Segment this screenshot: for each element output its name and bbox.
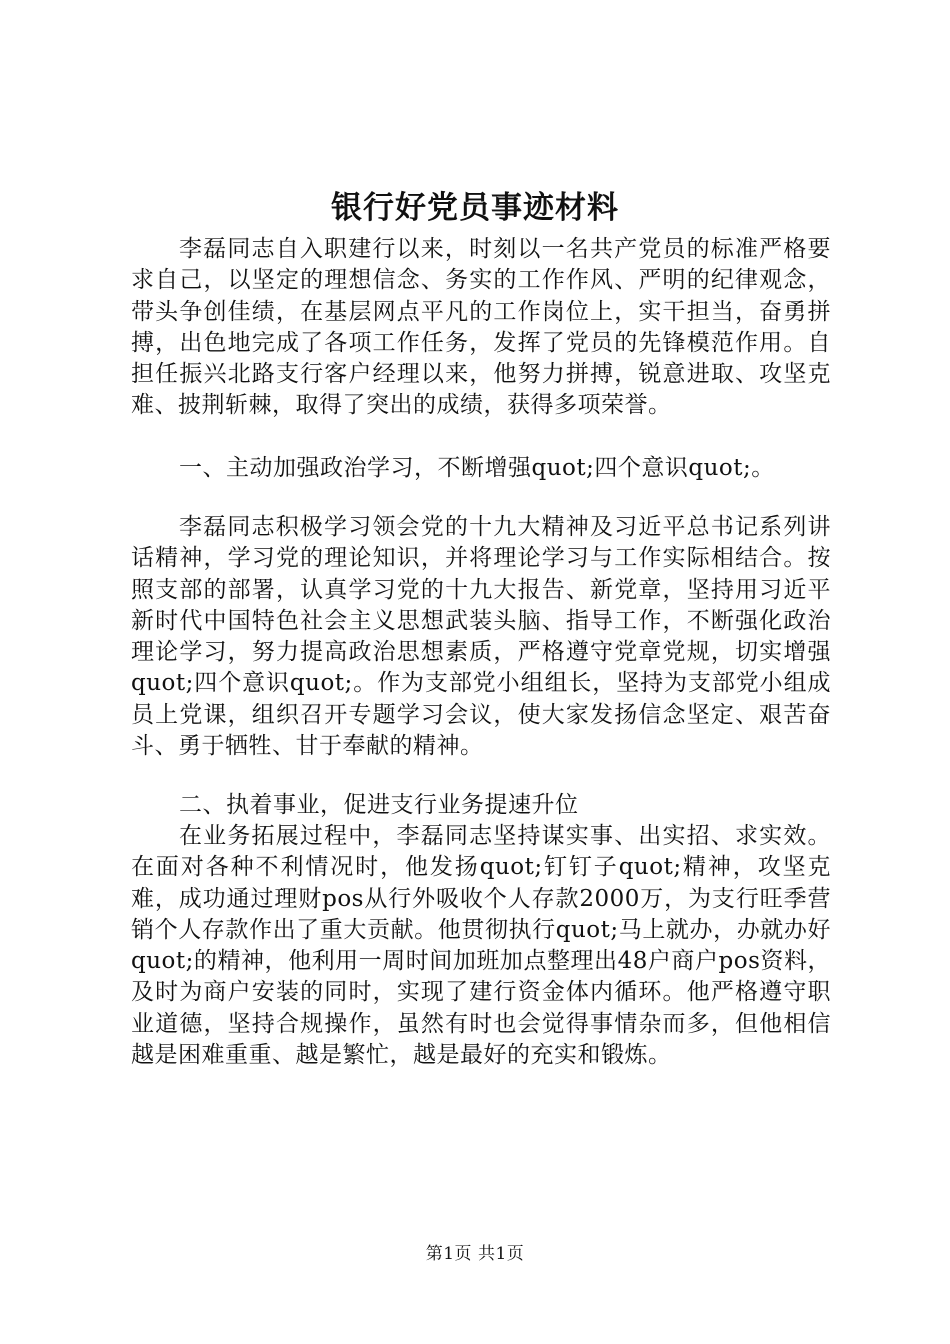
section-heading-2: 二、执着事业，促进支行业务提速升位	[179, 792, 579, 818]
document-title: 银行好党员事迹材料	[331, 190, 619, 226]
intro-paragraph: 李磊同志自入职建行以来，时刻以一名共产党员的标准严格要求自己，以坚定的理想信念、务实的工作作风、严明的纪律观念，带头争创佳绩，在基层网点平凡的工作岗位上，实干担当，奋勇拼搏，出色地完成了各项工作任务，发挥了党员的先锋模范作用。自担任振兴北路支行客户经理以来，他努力拼搏，锐意进取、攻坚克难、披荆斩棘，取得了突出的成绩，获得多项荣誉。	[131, 236, 831, 419]
section-1-paragraph: 李磊同志积极学习领会党的十九大精神及习近平总书记系列讲话精神，学习党的理论知识，并将理论学习与工作实际相结合。按照支部的部署，认真学习党的十九大报告、新党章，坚持用习近平新时代中国特色社会主义思想武装头脑、指导工作，不断强化政治理论学习，努力提高政治思想素质，严格遵守党章党规，切实增强quot;四个意识quot;。作为支部党小组组长，坚持为支部党小组成员上党课，组织召开专题学习会议，使大家发扬信念坚定、艰苦奋斗、勇于牺牲、甘于奉献的精神。	[131, 514, 831, 760]
section-2-paragraph: 在业务拓展过程中，李磊同志坚持谋实事、出实招、求实效。在面对各种不利情况时，他发扬quot;钉钉子quot;精神，攻坚克难，成功通过理财pos从行外吸收个人存款2000万，为支行旺季营销个人存款作出了重大贡献。他贯彻执行quot;马上就办，办就办好quot;的精神，他利用一周时间加班加点整理出48户商户pos资料，及时为商户安装的同时，实现了建行资金体内循环。他严格遵守职业道德，坚持合规操作，虽然有时也会觉得事情杂而多，但他相信越是困难重重、越是繁忙，越是最好的充实和锻炼。	[131, 823, 831, 1069]
page-footer: 第1页 共1页	[425, 1244, 525, 1264]
section-heading-1: 一、主动加强政治学习，不断增强quot;四个意识quot;。	[179, 455, 775, 481]
